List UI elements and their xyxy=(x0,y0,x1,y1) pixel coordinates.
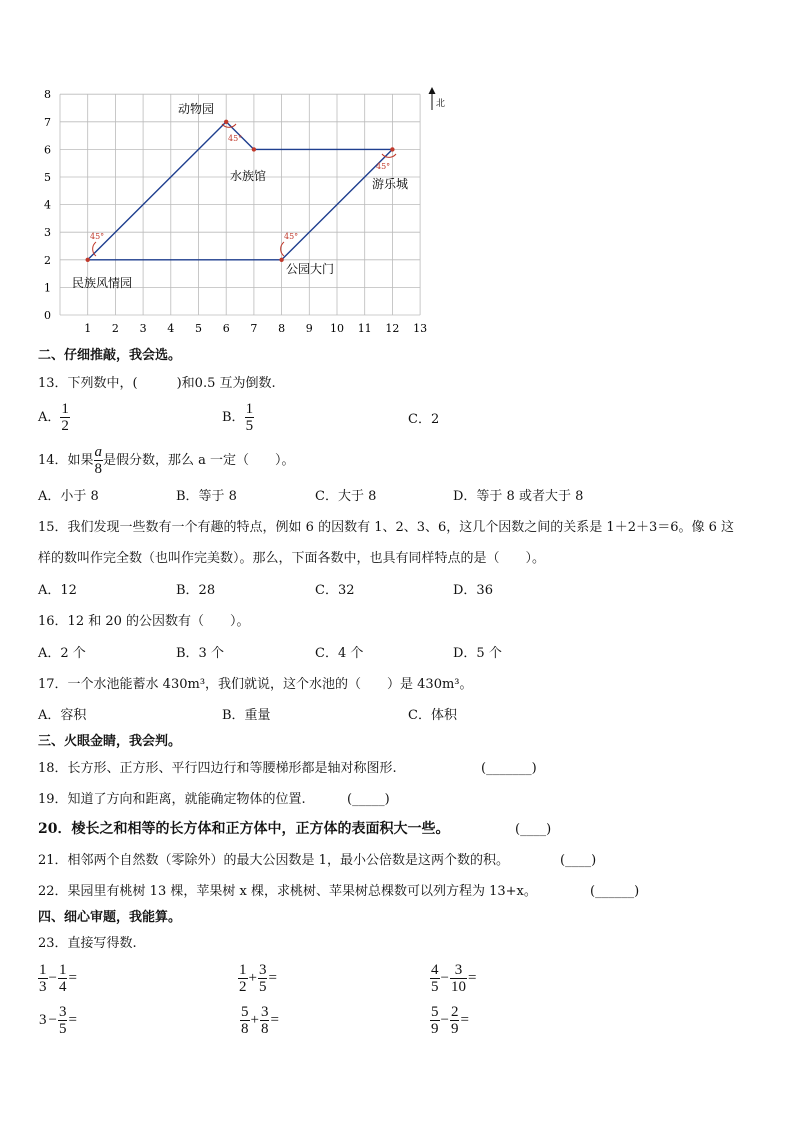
north-arrow-icon xyxy=(429,87,436,110)
q22-answer-blank[interactable]: (______) xyxy=(590,884,640,899)
q20-stem: 20．棱长之和相等的长方体和正方体中，正方体的表面积大一些。 xyxy=(38,821,450,837)
calc-expression-4[interactable] xyxy=(38,1004,78,1037)
q15-stem-line2: 样的数叫作完全数（也叫作完美数）。那么，下面各数中，也具有同样特点的是（ ）。 xyxy=(38,551,546,566)
angle-arc-gate xyxy=(281,242,284,256)
q13-b-denominator: 5 xyxy=(245,418,254,434)
q15-stem-line1: 15．我们发现一些数有一个有趣的特点，例如 6 的因数有 1、2、3、6，这几个因数之间的关系是 1＋2＋3＝6。像 6 这 xyxy=(38,520,735,535)
q14-pre: 14．如果 xyxy=(38,452,94,468)
q16-option-a[interactable]: A．2 个 xyxy=(38,646,86,661)
q19-answer-blank[interactable]: (_____) xyxy=(347,792,390,807)
q14-numerator: a xyxy=(94,444,103,460)
e6-operator: − xyxy=(440,1012,449,1028)
label-aquarium: 水族馆 xyxy=(230,169,267,183)
park-map xyxy=(0,80,794,340)
x-tick-label: 9 xyxy=(305,322,313,335)
x-tick-label: 2 xyxy=(111,322,119,335)
q16-option-d[interactable]: D．5 个 xyxy=(453,646,502,661)
x-tick-label: 5 xyxy=(195,322,202,335)
q16-stem: 16．12 和 20 的公因数有（ ）。 xyxy=(38,614,250,629)
q13-b-label: B． xyxy=(222,409,245,425)
section4-heading: 四、细心审题，我能算。 xyxy=(38,910,182,925)
q15-option-c[interactable]: C．32 xyxy=(315,583,355,598)
e2-frac-a: $\frac{1}{2}$ xyxy=(239,962,247,995)
e5-equals: = xyxy=(270,1012,279,1028)
q14-denominator: 8 xyxy=(94,461,103,477)
label-zoo: 动物园 xyxy=(178,102,215,116)
q15-option-a[interactable]: A．12 xyxy=(38,583,77,598)
q21-stem: 21．相邻两个自然数（零除外）的最大公因数是 1，最小公倍数是这两个数的积。 xyxy=(38,853,509,868)
calc-expression-3[interactable] xyxy=(430,962,477,995)
e4-frac-b: $\frac{3}{5}$ xyxy=(58,1004,67,1037)
q15-option-b[interactable]: B．28 xyxy=(176,583,216,598)
e3-equals: = xyxy=(467,970,477,986)
e5-frac-b: $\frac{3}{8}$ xyxy=(260,1004,269,1037)
q17-option-a[interactable]: A．容积 xyxy=(38,708,87,723)
x-tick-label: 7 xyxy=(250,322,258,335)
x-tick-label: 10 xyxy=(330,322,344,335)
q17-option-c[interactable]: C．体积 xyxy=(408,708,457,723)
e2-equals: = xyxy=(268,970,277,986)
e3-operator: − xyxy=(440,970,449,986)
label-folk: 民族风情园 xyxy=(72,276,133,290)
q13-a-label: A． xyxy=(38,409,61,425)
point-folk xyxy=(86,258,90,262)
q14-post: 是假分数，那么 a 一定（ ）。 xyxy=(103,452,295,468)
y-tick-label: 2 xyxy=(44,253,51,267)
y-tick-label: 4 xyxy=(44,198,51,212)
y-tick-label: 0 xyxy=(44,309,51,322)
calc-expression-6[interactable] xyxy=(430,1004,470,1037)
point-amusement xyxy=(390,147,394,151)
q14-stem xyxy=(38,444,295,477)
q22-stem: 22．果园里有桃树 13 棵，苹果树 x 棵，求桃树、苹果树总棵数可以列方程为 13+x。 xyxy=(38,884,537,899)
q13-a-denominator: 2 xyxy=(61,418,69,434)
label-gate: 公园大门 xyxy=(286,262,335,276)
q18-stem: 18．长方形、正方形、平行四边行和等腰梯形都是轴对称图形. xyxy=(38,761,397,776)
section2-heading: 二、仔细推敲，我会选。 xyxy=(38,348,182,363)
calc-expression-2[interactable] xyxy=(238,962,278,995)
angle-label-amusement: 45° xyxy=(376,162,391,171)
q15-option-d[interactable]: D．36 xyxy=(453,583,493,598)
point-zoo xyxy=(224,120,228,124)
q13-option-b[interactable] xyxy=(222,401,254,434)
q16-option-b[interactable]: B．3 个 xyxy=(176,646,224,661)
e5-frac-a: $\frac{5}{8}$ xyxy=(241,1004,249,1037)
q14-option-a[interactable]: A．小于 8 xyxy=(38,489,99,504)
q16-option-c[interactable]: C．4 个 xyxy=(315,646,364,661)
angle-label-folk: 45° xyxy=(90,232,105,241)
x-tick-label: 3 xyxy=(139,322,147,335)
q14-option-c[interactable]: C．大于 8 xyxy=(315,489,377,504)
x-tick-label: 12 xyxy=(385,322,400,335)
y-tick-label: 6 xyxy=(44,143,51,157)
e6-frac-b: $\frac{2}{9}$ xyxy=(450,1004,459,1037)
y-tick-label: 5 xyxy=(44,171,51,184)
q13-option-c[interactable]: C．2 xyxy=(408,412,440,427)
y-tick-label: 3 xyxy=(44,226,51,240)
x-tick-label: 13 xyxy=(413,322,428,335)
angle-label-zoo: 45° xyxy=(228,134,243,143)
calc-expression-1[interactable] xyxy=(38,962,78,995)
point-aquarium xyxy=(252,147,256,151)
e6-frac-a: $\frac{5}{9}$ xyxy=(431,1004,439,1037)
e1-equals: = xyxy=(68,970,77,986)
e2-operator: + xyxy=(248,970,257,986)
q19-stem: 19．知道了方向和距离，就能确定物体的位置. xyxy=(38,792,306,807)
q20-answer-blank[interactable]: (____) xyxy=(515,822,552,837)
q18-answer-blank[interactable]: (_______) xyxy=(481,761,537,776)
e4-operator: − xyxy=(48,1012,57,1028)
q17-option-b[interactable]: B．重量 xyxy=(222,708,271,723)
q13-stem: 13．下列数中，( )和0.5 互为倒数. xyxy=(38,376,276,391)
e5-operator: + xyxy=(250,1012,259,1028)
north-label: 北 xyxy=(436,99,446,109)
e3-frac-b: $\frac{3}{10}$ xyxy=(450,962,466,995)
calc-expression-5[interactable] xyxy=(240,1004,280,1037)
e2-frac-b: $\frac{3}{5}$ xyxy=(258,962,267,995)
e1-frac-a: $\frac{1}{3}$ xyxy=(39,962,47,995)
y-tick-label: 7 xyxy=(44,115,51,129)
e1-operator: − xyxy=(48,970,57,986)
q21-answer-blank[interactable]: (____) xyxy=(560,853,597,868)
q17-stem: 17．一个水池能蓄水 430m³，我们就说，这个水池的（ ）是 430m³。 xyxy=(38,677,473,692)
angle-label-gate: 45° xyxy=(284,232,299,241)
e4-whole: 3 xyxy=(39,1012,47,1028)
q13-a-numerator: 1 xyxy=(61,401,69,417)
q13-b-numerator: 1 xyxy=(245,401,254,417)
label-amusement: 游乐城 xyxy=(372,177,409,191)
point-gate xyxy=(279,258,283,262)
x-tick-label: 4 xyxy=(167,322,175,335)
e3-frac-a: $\frac{4}{5}$ xyxy=(431,962,439,995)
e6-equals: = xyxy=(460,1012,469,1028)
section3-heading: 三、火眼金睛，我会判。 xyxy=(38,734,182,749)
q14-option-b[interactable]: B．等于 8 xyxy=(176,489,237,504)
e4-equals: = xyxy=(68,1012,77,1028)
y-tick-label: 1 xyxy=(44,281,51,295)
q14-option-d[interactable]: D．等于 8 或者大于 8 xyxy=(453,489,584,504)
q14-fraction xyxy=(94,444,104,477)
y-tick-label: 8 xyxy=(44,88,51,102)
q13-option-a[interactable] xyxy=(38,401,70,434)
x-tick-label: 8 xyxy=(278,322,286,335)
x-tick-label: 11 xyxy=(357,322,372,335)
q13-a-fraction xyxy=(60,401,70,434)
q13-b-fraction xyxy=(245,401,255,434)
map-x-ticks xyxy=(84,322,427,335)
e1-frac-b: $\frac{1}{4}$ xyxy=(58,962,67,995)
x-tick-label: 6 xyxy=(222,322,230,335)
x-tick-label: 1 xyxy=(84,322,92,335)
q23-stem: 23．直接写得数. xyxy=(38,936,137,951)
map-y-ticks xyxy=(44,88,51,322)
